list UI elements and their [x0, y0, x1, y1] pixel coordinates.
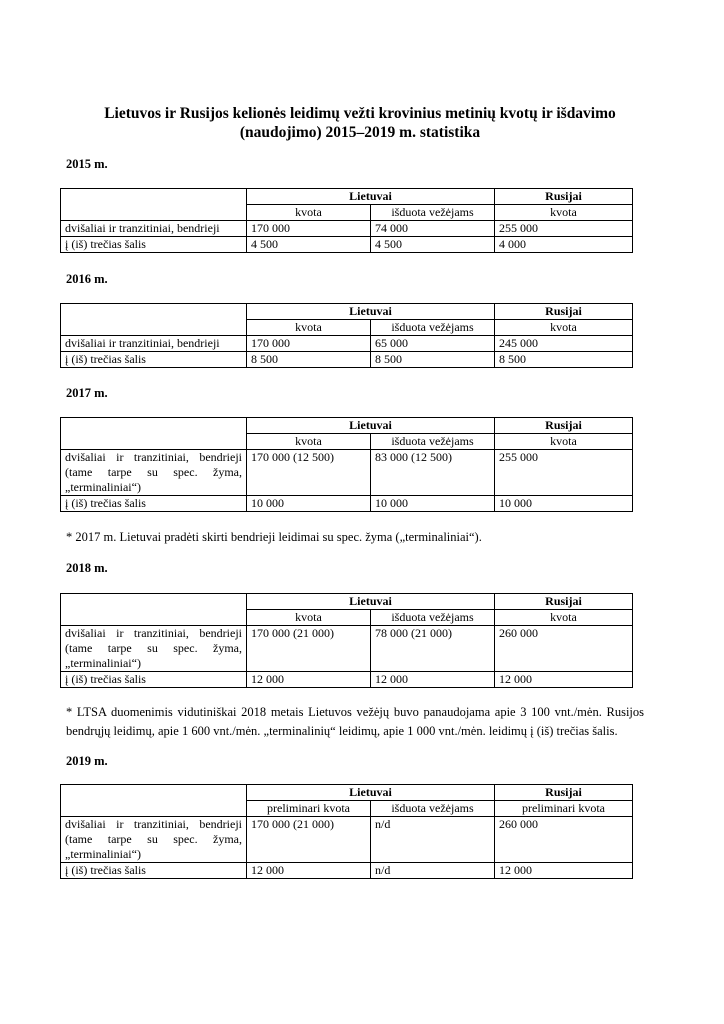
- row-label: dvišaliai ir tranzitiniai, bendrieji: [61, 221, 247, 237]
- table-cell: 65 000: [371, 336, 495, 352]
- footnote-2018: * LTSA duomenimis vidutiniškai 2018 metais Lietuvos vežėjų buvo panaudojama apie 3 100 vnt./mėn. Rusijos bendrųjų leidimų, apie 1 600 vnt./mėn. „terminalinių“ leidimų, apie 1 000 vnt./mėn. leidimų į (iš) trečias šalis.: [66, 705, 644, 738]
- table-2018: [60, 593, 633, 688]
- subheader-cell: kvota: [247, 205, 371, 221]
- table-cell: 8 500: [371, 352, 495, 368]
- table-cell: 4 500: [247, 237, 371, 253]
- table-row: [61, 672, 633, 688]
- subheader-cell: išduota vežėjams: [371, 205, 495, 221]
- year-heading-2015: 2015 m.: [66, 157, 108, 171]
- row-label: dvišaliai ir tranzitiniai, bendrieji: [61, 336, 247, 352]
- row-label: dvišaliai ir tranzitiniai, bendrieji (tame tarpe su spec. žyma, „terminaliniai“): [61, 817, 247, 863]
- table-cell: 245 000: [495, 336, 633, 352]
- table-cell: 4 500: [371, 237, 495, 253]
- table-cell: 8 500: [495, 352, 633, 368]
- table-header-row: [61, 304, 633, 320]
- row-label: į (iš) trečias šalis: [61, 496, 247, 512]
- table-cell: 12 000: [247, 863, 371, 879]
- table-cell: 255 000: [495, 450, 633, 496]
- header-rusijai: Rusijai: [495, 189, 633, 205]
- table-row: [61, 817, 633, 863]
- empty-corner-cell: [61, 594, 247, 626]
- table-cell: 170 000 (21 000): [247, 817, 371, 863]
- subheader-cell: kvota: [247, 320, 371, 336]
- header-rusijai: Rusijai: [495, 785, 633, 801]
- table-2019: [60, 784, 633, 879]
- title-line-1: Lietuvos ir Rusijos kelionės leidimų vežti krovinius metinių kvotų ir išdavimo: [104, 105, 616, 122]
- table-cell: 255 000: [495, 221, 633, 237]
- subheader-cell: kvota: [247, 610, 371, 626]
- empty-corner-cell: [61, 785, 247, 817]
- table-cell: 10 000: [495, 496, 633, 512]
- table-cell: 8 500: [247, 352, 371, 368]
- header-rusijai: Rusijai: [495, 418, 633, 434]
- table-cell: 10 000: [371, 496, 495, 512]
- table-cell: 10 000: [247, 496, 371, 512]
- table-header-row: [61, 785, 633, 801]
- footnote-2017: * 2017 m. Lietuvai pradėti skirti bendrieji leidimai su spec. žyma („terminaliniai“).: [66, 530, 482, 544]
- table-cell: 12 000: [495, 863, 633, 879]
- table-cell: 170 000 (21 000): [247, 626, 371, 672]
- header-lietuvai: Lietuvai: [247, 418, 495, 434]
- table-row: [61, 863, 633, 879]
- table-cell: 12 000: [247, 672, 371, 688]
- table-cell: 12 000: [495, 672, 633, 688]
- table-cell: 74 000: [371, 221, 495, 237]
- table-header-row: [61, 418, 633, 434]
- year-heading-2018: 2018 m.: [66, 561, 108, 575]
- table-cell: 170 000: [247, 336, 371, 352]
- subheader-cell: išduota vežėjams: [371, 610, 495, 626]
- table-2015: [60, 188, 633, 253]
- row-label: dvišaliai ir tranzitiniai, bendrieji (tame tarpe su spec. žyma, „terminaliniai“): [61, 450, 247, 496]
- year-heading-2017: 2017 m.: [66, 386, 108, 400]
- table-cell: 260 000: [495, 817, 633, 863]
- header-lietuvai: Lietuvai: [247, 189, 495, 205]
- table-cell: n/d: [371, 817, 495, 863]
- table-cell: 170 000 (12 500): [247, 450, 371, 496]
- table-header-row: [61, 594, 633, 610]
- header-rusijai: Rusijai: [495, 594, 633, 610]
- empty-corner-cell: [61, 189, 247, 221]
- table-cell: 78 000 (21 000): [371, 626, 495, 672]
- table-row: [61, 221, 633, 237]
- subheader-cell: preliminari kvota: [247, 801, 371, 817]
- table-row: [61, 237, 633, 253]
- header-lietuvai: Lietuvai: [247, 594, 495, 610]
- subheader-cell: kvota: [495, 320, 633, 336]
- row-label: dvišaliai ir tranzitiniai, bendrieji (tame tarpe su spec. žyma, „terminaliniai“): [61, 626, 247, 672]
- subheader-cell: išduota vežėjams: [371, 801, 495, 817]
- row-label: į (iš) trečias šalis: [61, 352, 247, 368]
- table-cell: 260 000: [495, 626, 633, 672]
- row-label: į (iš) trečias šalis: [61, 672, 247, 688]
- table-cell: 12 000: [371, 672, 495, 688]
- table-2017: [60, 417, 633, 512]
- table-row: [61, 352, 633, 368]
- header-lietuvai: Lietuvai: [247, 785, 495, 801]
- subheader-cell: kvota: [495, 205, 633, 221]
- row-label: į (iš) trečias šalis: [61, 863, 247, 879]
- year-heading-2019: 2019 m.: [66, 754, 108, 768]
- page-title: [60, 104, 660, 142]
- year-heading-2016: 2016 m.: [66, 272, 108, 286]
- table-row: [61, 450, 633, 496]
- table-cell: 4 000: [495, 237, 633, 253]
- table-cell: 83 000 (12 500): [371, 450, 495, 496]
- subheader-cell: preliminari kvota: [495, 801, 633, 817]
- table-row: [61, 336, 633, 352]
- table-row: [61, 626, 633, 672]
- table-cell: n/d: [371, 863, 495, 879]
- table-row: [61, 496, 633, 512]
- row-label: į (iš) trečias šalis: [61, 237, 247, 253]
- table-header-row: [61, 189, 633, 205]
- subheader-cell: kvota: [247, 434, 371, 450]
- table-cell: 170 000: [247, 221, 371, 237]
- header-lietuvai: Lietuvai: [247, 304, 495, 320]
- subheader-cell: kvota: [495, 610, 633, 626]
- subheader-cell: išduota vežėjams: [371, 434, 495, 450]
- subheader-cell: kvota: [495, 434, 633, 450]
- subheader-cell: išduota vežėjams: [371, 320, 495, 336]
- empty-corner-cell: [61, 304, 247, 336]
- table-2016: [60, 303, 633, 368]
- empty-corner-cell: [61, 418, 247, 450]
- title-line-2: (naudojimo) 2015–2019 m. statistika: [239, 124, 481, 141]
- header-rusijai: Rusijai: [495, 304, 633, 320]
